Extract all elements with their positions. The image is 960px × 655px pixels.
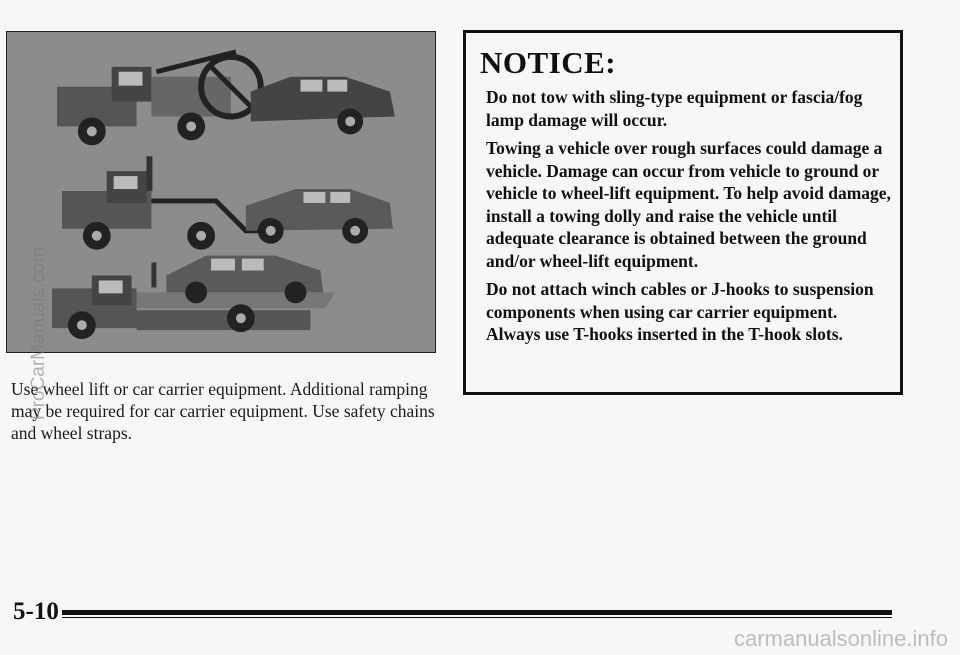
notice-paragraph: Towing a vehicle over rough surfaces could damage a vehicle. Damage can occur from vehicle to ground or vehicle to wheel-lift equipment. To help avoid damage, install a towing dolly and raise the vehicle until adequate clearance is obtained between the ground and/or wheel-lift equipment.	[486, 138, 891, 271]
watermark-bottom: carmanualsonline.info	[733, 626, 948, 651]
notice-box	[463, 30, 903, 395]
notice-paragraph: Do not attach winch cables or J-hooks to suspension components when using car carrier equipment. Always use T-hooks inserted in the T-hook slots.	[486, 279, 874, 344]
towing-methods-illustration	[6, 31, 436, 353]
footer-rule	[62, 610, 892, 615]
watermark-left: ProCarManuals.com	[28, 246, 49, 420]
notice-body	[486, 86, 891, 352]
notice-paragraph: Do not tow with sling-type equipment or fascia/fog lamp damage will occur.	[486, 87, 863, 130]
notice-title: NOTICE:	[480, 45, 617, 80]
figure-caption: Use wheel lift or car carrier equipment. Additional ramping may be required for car carrier equipment. Use safety chains and wheel straps.	[11, 379, 435, 443]
page-number: 5-10	[13, 598, 59, 625]
footer-rule-thin	[62, 617, 892, 618]
tow-truck-icon	[7, 32, 435, 352]
